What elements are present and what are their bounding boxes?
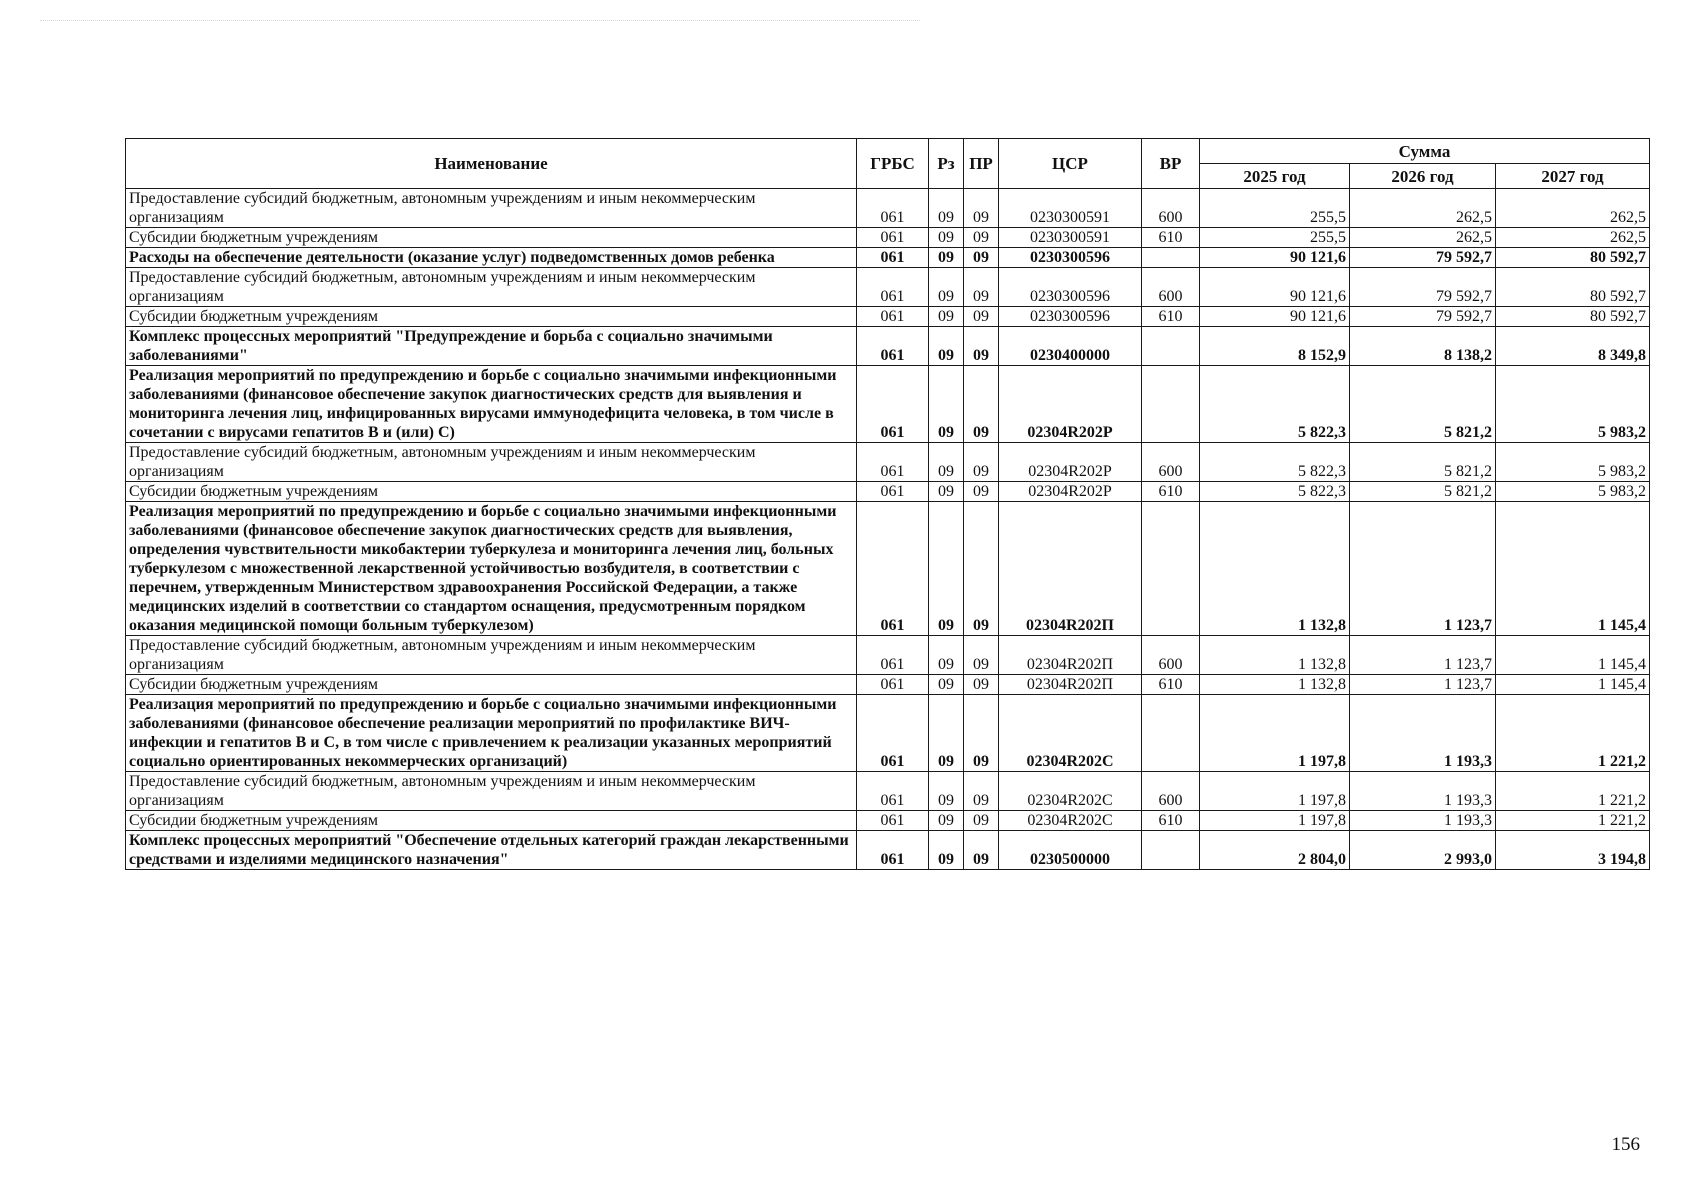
cell-grbs: 061	[857, 502, 929, 636]
cell-grbs: 061	[857, 228, 929, 248]
cell-sum-2025: 90 121,6	[1200, 268, 1350, 307]
cell-sum-2027: 1 221,2	[1496, 811, 1650, 831]
cell-sum-2027: 80 592,7	[1496, 248, 1650, 268]
header-year-2027: 2027 год	[1496, 164, 1650, 189]
cell-sum-2027: 1 145,4	[1496, 675, 1650, 695]
table-row	[126, 327, 1650, 366]
cell-sum-2025: 1 197,8	[1200, 695, 1350, 772]
cell-sum-2027: 1 145,4	[1496, 502, 1650, 636]
cell-sum-2026: 79 592,7	[1350, 248, 1496, 268]
cell-rz: 09	[929, 636, 964, 675]
cell-rz: 09	[929, 228, 964, 248]
cell-csr: 02304R202С	[999, 695, 1142, 772]
cell-sum-2026: 1 123,7	[1350, 502, 1496, 636]
cell-name: Субсидии бюджетным учреждениям	[126, 307, 857, 327]
header-vr: ВР	[1142, 139, 1200, 189]
cell-grbs: 061	[857, 189, 929, 228]
cell-csr: 02304R202П	[999, 636, 1142, 675]
cell-rz: 09	[929, 248, 964, 268]
cell-csr: 0230400000	[999, 327, 1142, 366]
cell-name: Субсидии бюджетным учреждениям	[126, 811, 857, 831]
cell-grbs: 061	[857, 443, 929, 482]
cell-pr: 09	[964, 695, 999, 772]
cell-vr: 610	[1142, 228, 1200, 248]
cell-sum-2026: 262,5	[1350, 228, 1496, 248]
cell-grbs: 061	[857, 772, 929, 811]
page-number: 156	[1611, 1134, 1640, 1155]
table-row	[126, 248, 1650, 268]
cell-csr: 0230300591	[999, 189, 1142, 228]
cell-sum-2026: 2 993,0	[1350, 831, 1496, 870]
table-row	[126, 675, 1650, 695]
cell-name: Реализация мероприятий по предупреждению и борьбе с социально значимыми инфекционными заболеваниями (финансовое обеспечение закупок диагностических средств для выявления, определения чувствительности микобактерии туберкулеза и мониторинга лечения лиц, больных туберкулезом с множественной лекарственной устойчивостью возбудителя, в соответствии с перечнем, утвержденным Министерством здравоохранения Российской Федерации, а также медицинских изделий в соответствии со стандартом оснащения, предусмотренным порядком оказания медицинской помощи больным туберкулезом)	[126, 502, 857, 636]
cell-sum-2026: 5 821,2	[1350, 482, 1496, 502]
cell-sum-2026: 1 193,3	[1350, 772, 1496, 811]
table-row	[126, 502, 1650, 636]
cell-sum-2027: 5 983,2	[1496, 366, 1650, 443]
cell-sum-2026: 1 193,3	[1350, 695, 1496, 772]
cell-vr: 600	[1142, 772, 1200, 811]
table-row	[126, 228, 1650, 248]
cell-sum-2027: 80 592,7	[1496, 268, 1650, 307]
cell-name: Субсидии бюджетным учреждениям	[126, 482, 857, 502]
cell-name: Субсидии бюджетным учреждениям	[126, 228, 857, 248]
cell-sum-2027: 3 194,8	[1496, 831, 1650, 870]
table-row	[126, 307, 1650, 327]
header-pr: ПР	[964, 139, 999, 189]
cell-grbs: 061	[857, 366, 929, 443]
cell-grbs: 061	[857, 327, 929, 366]
table-row	[126, 482, 1650, 502]
cell-sum-2026: 1 123,7	[1350, 675, 1496, 695]
cell-sum-2025: 255,5	[1200, 228, 1350, 248]
cell-csr: 0230300596	[999, 248, 1142, 268]
scan-noise	[40, 20, 920, 23]
cell-pr: 09	[964, 366, 999, 443]
cell-sum-2027: 8 349,8	[1496, 327, 1650, 366]
cell-pr: 09	[964, 228, 999, 248]
table-row	[126, 831, 1650, 870]
cell-vr	[1142, 248, 1200, 268]
cell-vr: 600	[1142, 636, 1200, 675]
cell-sum-2025: 90 121,6	[1200, 307, 1350, 327]
cell-vr	[1142, 502, 1200, 636]
header-year-2026: 2026 год	[1350, 164, 1496, 189]
cell-csr: 0230500000	[999, 831, 1142, 870]
cell-grbs: 061	[857, 482, 929, 502]
cell-vr	[1142, 366, 1200, 443]
cell-sum-2025: 5 822,3	[1200, 443, 1350, 482]
cell-vr	[1142, 831, 1200, 870]
cell-sum-2025: 2 804,0	[1200, 831, 1350, 870]
header-csr: ЦСР	[999, 139, 1142, 189]
cell-sum-2025: 90 121,6	[1200, 248, 1350, 268]
cell-name: Расходы на обеспечение деятельности (оказание услуг) подведомственных домов ребенка	[126, 248, 857, 268]
cell-sum-2027: 5 983,2	[1496, 482, 1650, 502]
cell-rz: 09	[929, 675, 964, 695]
cell-name: Предоставление субсидий бюджетным, автономным учреждениям и иным некоммерческим организациям	[126, 189, 857, 228]
cell-csr: 0230300596	[999, 268, 1142, 307]
cell-grbs: 061	[857, 636, 929, 675]
cell-pr: 09	[964, 443, 999, 482]
cell-sum-2027: 80 592,7	[1496, 307, 1650, 327]
cell-sum-2026: 79 592,7	[1350, 268, 1496, 307]
cell-sum-2027: 262,5	[1496, 189, 1650, 228]
cell-grbs: 061	[857, 811, 929, 831]
table-row	[126, 636, 1650, 675]
cell-vr: 600	[1142, 443, 1200, 482]
cell-pr: 09	[964, 675, 999, 695]
cell-sum-2026: 5 821,2	[1350, 366, 1496, 443]
header-sum: Сумма	[1200, 139, 1650, 164]
cell-sum-2025: 1 197,8	[1200, 811, 1350, 831]
cell-sum-2026: 5 821,2	[1350, 443, 1496, 482]
table-body	[126, 189, 1650, 870]
cell-rz: 09	[929, 443, 964, 482]
cell-pr: 09	[964, 327, 999, 366]
table-row	[126, 695, 1650, 772]
cell-sum-2025: 1 197,8	[1200, 772, 1350, 811]
cell-rz: 09	[929, 695, 964, 772]
cell-sum-2027: 1 221,2	[1496, 772, 1650, 811]
cell-csr: 02304R202С	[999, 772, 1142, 811]
cell-rz: 09	[929, 327, 964, 366]
cell-rz: 09	[929, 772, 964, 811]
table-row	[126, 268, 1650, 307]
cell-pr: 09	[964, 482, 999, 502]
cell-rz: 09	[929, 502, 964, 636]
cell-pr: 09	[964, 636, 999, 675]
budget-table	[125, 138, 1650, 870]
header-year-2025: 2025 год	[1200, 164, 1350, 189]
cell-csr: 02304R202Р	[999, 443, 1142, 482]
cell-vr	[1142, 327, 1200, 366]
cell-sum-2026: 79 592,7	[1350, 307, 1496, 327]
cell-name: Реализация мероприятий по предупреждению и борьбе с социально значимыми инфекционными заболеваниями (финансовое обеспечение реализации мероприятий по профилактике ВИЧ- инфекции и гепатитов В и С, в том числе с привлечением к реализации указанных мероприятий социально ориентированных некоммерческих организаций)	[126, 695, 857, 772]
cell-sum-2027: 262,5	[1496, 228, 1650, 248]
cell-csr: 02304R202П	[999, 675, 1142, 695]
cell-name: Предоставление субсидий бюджетным, автономным учреждениям и иным некоммерческим организациям	[126, 268, 857, 307]
cell-rz: 09	[929, 811, 964, 831]
cell-sum-2025: 1 132,8	[1200, 636, 1350, 675]
cell-pr: 09	[964, 189, 999, 228]
cell-sum-2025: 1 132,8	[1200, 675, 1350, 695]
cell-grbs: 061	[857, 831, 929, 870]
cell-sum-2026: 262,5	[1350, 189, 1496, 228]
header-grbs: ГРБС	[857, 139, 929, 189]
cell-pr: 09	[964, 502, 999, 636]
cell-sum-2025: 5 822,3	[1200, 482, 1350, 502]
cell-pr: 09	[964, 248, 999, 268]
cell-rz: 09	[929, 366, 964, 443]
cell-pr: 09	[964, 811, 999, 831]
cell-vr: 610	[1142, 307, 1200, 327]
cell-pr: 09	[964, 831, 999, 870]
cell-vr: 600	[1142, 189, 1200, 228]
header-name: Наименование	[126, 139, 857, 189]
cell-name: Предоставление субсидий бюджетным, автономным учреждениям и иным некоммерческим организациям	[126, 636, 857, 675]
cell-sum-2025: 255,5	[1200, 189, 1350, 228]
cell-pr: 09	[964, 268, 999, 307]
cell-name: Комплекс процессных мероприятий "Обеспечение отдельных категорий граждан лекарственными средствами и изделиями медицинского назначения"	[126, 831, 857, 870]
cell-csr: 0230300591	[999, 228, 1142, 248]
cell-vr: 610	[1142, 482, 1200, 502]
table-row	[126, 366, 1650, 443]
cell-sum-2027: 1 221,2	[1496, 695, 1650, 772]
header-rz: Рз	[929, 139, 964, 189]
cell-rz: 09	[929, 482, 964, 502]
cell-rz: 09	[929, 189, 964, 228]
table-header	[126, 139, 1650, 189]
cell-vr: 610	[1142, 675, 1200, 695]
cell-sum-2026: 1 193,3	[1350, 811, 1496, 831]
table-row	[126, 443, 1650, 482]
cell-csr: 02304R202Р	[999, 482, 1142, 502]
cell-grbs: 061	[857, 268, 929, 307]
cell-csr: 02304R202П	[999, 502, 1142, 636]
cell-csr: 02304R202С	[999, 811, 1142, 831]
cell-name: Комплекс процессных мероприятий "Предупреждение и борьба с социально значимыми заболеваниями"	[126, 327, 857, 366]
cell-name: Реализация мероприятий по предупреждению и борьбе с социально значимыми инфекционными заболеваниями (финансовое обеспечение закупок диагностических средств для выявления и мониторинга лечения лиц, инфицированных вирусами иммунодефицита человека, в том числе в сочетании с вирусами гепатитов В и (или) С)	[126, 366, 857, 443]
cell-rz: 09	[929, 831, 964, 870]
cell-name: Субсидии бюджетным учреждениям	[126, 675, 857, 695]
table-row	[126, 189, 1650, 228]
cell-csr: 0230300596	[999, 307, 1142, 327]
cell-sum-2026: 1 123,7	[1350, 636, 1496, 675]
cell-pr: 09	[964, 307, 999, 327]
cell-grbs: 061	[857, 307, 929, 327]
cell-grbs: 061	[857, 695, 929, 772]
cell-vr: 600	[1142, 268, 1200, 307]
cell-sum-2025: 8 152,9	[1200, 327, 1350, 366]
cell-sum-2025: 1 132,8	[1200, 502, 1350, 636]
cell-pr: 09	[964, 772, 999, 811]
cell-vr	[1142, 695, 1200, 772]
cell-grbs: 061	[857, 675, 929, 695]
cell-sum-2027: 5 983,2	[1496, 443, 1650, 482]
cell-sum-2026: 8 138,2	[1350, 327, 1496, 366]
cell-rz: 09	[929, 307, 964, 327]
cell-vr: 610	[1142, 811, 1200, 831]
cell-sum-2027: 1 145,4	[1496, 636, 1650, 675]
cell-rz: 09	[929, 268, 964, 307]
cell-name: Предоставление субсидий бюджетным, автономным учреждениям и иным некоммерческим организациям	[126, 772, 857, 811]
cell-csr: 02304R202Р	[999, 366, 1142, 443]
cell-sum-2025: 5 822,3	[1200, 366, 1350, 443]
cell-grbs: 061	[857, 248, 929, 268]
table-row	[126, 811, 1650, 831]
cell-name: Предоставление субсидий бюджетным, автономным учреждениям и иным некоммерческим организациям	[126, 443, 857, 482]
table-row	[126, 772, 1650, 811]
